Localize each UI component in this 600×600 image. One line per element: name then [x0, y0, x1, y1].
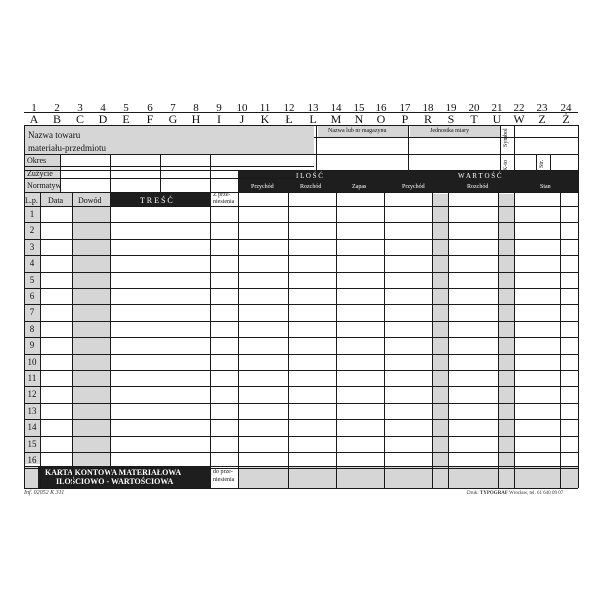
- grid-line: [110, 192, 111, 488]
- grid-line: [24, 239, 578, 240]
- grid-line: [24, 178, 314, 179]
- grid-line: [24, 436, 578, 437]
- printer-brand: TYPOGRAF: [479, 491, 508, 496]
- row-number: 7: [29, 307, 35, 318]
- grid-line: [550, 154, 551, 170]
- column-number: 5: [123, 102, 129, 114]
- column-letter: T: [470, 112, 478, 126]
- grid-line: [498, 192, 499, 488]
- column-number: 21: [491, 102, 503, 114]
- grid-line: [72, 192, 73, 488]
- value-shade-1: [432, 194, 448, 466]
- grid-line: [210, 192, 211, 488]
- quantity-header: I L O Ś Ć: [296, 172, 323, 180]
- grid-line: [24, 288, 578, 289]
- column-number: 4: [100, 102, 106, 114]
- column-number: 8: [193, 102, 199, 114]
- account-label: K-to: [503, 160, 509, 171]
- column-letter: G: [168, 112, 178, 126]
- column-number: 24: [560, 102, 572, 114]
- grid-line: [24, 206, 578, 207]
- document-header: Dowód: [78, 196, 102, 205]
- column-number: 15: [353, 102, 365, 114]
- column-letter: L: [309, 112, 317, 126]
- grid-line: [24, 419, 578, 420]
- column-letter: R: [423, 112, 432, 126]
- grid-line: [24, 370, 578, 371]
- grid-line: [24, 222, 578, 223]
- quantity-value-bar: [238, 170, 578, 181]
- grid-line: [500, 125, 501, 170]
- column-number: 17: [399, 102, 411, 114]
- balance-header: Stan: [540, 184, 551, 190]
- column-number: 12: [283, 102, 295, 114]
- column-letter: Z: [538, 112, 546, 126]
- column-number: 10: [236, 102, 248, 114]
- row-number: 10: [27, 356, 37, 367]
- grid-line: [60, 154, 61, 192]
- unit-label: Jednostka miary: [430, 128, 470, 134]
- printer-info: Druk: TYPOGRAF Wrocław, tel. 61 640 09 07: [467, 491, 564, 496]
- row-number: 11: [27, 373, 37, 383]
- value-income-header: Przychód: [402, 184, 425, 190]
- column-number: 18: [422, 102, 434, 114]
- grid-line: [578, 125, 579, 488]
- grid-line: [316, 125, 317, 170]
- grid-line: [24, 255, 578, 256]
- grid-line: [24, 170, 578, 171]
- grid-line: [110, 154, 111, 192]
- grid-line: [210, 154, 211, 192]
- column-letter: H: [191, 112, 201, 126]
- row-number: 4: [29, 258, 35, 269]
- quantity-income-header: Przychód: [251, 184, 274, 190]
- stock-header: Zapas: [352, 184, 367, 190]
- column-number: 2: [54, 102, 60, 114]
- column-number: 19: [445, 102, 457, 114]
- grid-line: [24, 403, 578, 404]
- column-number: 3: [77, 102, 83, 114]
- grid-line: [24, 337, 578, 338]
- grid-line: [238, 192, 239, 488]
- column-number: 22: [513, 102, 525, 114]
- grid-line: [24, 354, 578, 355]
- grid-line: [536, 154, 537, 170]
- row-number: 12: [27, 389, 37, 400]
- column-letter: Ł: [285, 112, 293, 126]
- column-letter: E: [122, 112, 130, 126]
- grid-line: [432, 192, 433, 488]
- grid-line: [24, 125, 25, 488]
- to-carry-over-2: niesienia: [213, 477, 235, 483]
- grid-line: [560, 192, 561, 488]
- row-number: 3: [29, 241, 35, 252]
- carried-over-header-1: Z prze-: [213, 192, 231, 198]
- value-header: W A R T O Ś Ć: [458, 172, 502, 180]
- column-letter: K: [260, 112, 270, 126]
- product-name-label: Nazwa towaru: [28, 130, 81, 140]
- column-number: 14: [330, 102, 342, 114]
- column-letter: U: [492, 112, 502, 126]
- row-number: 9: [29, 340, 35, 351]
- grid-line: [24, 488, 578, 489]
- card-title-line-2: ILOŚCIOWO - WARTOŚCIOWA: [56, 477, 174, 486]
- material-label: materiału-przedmiotu: [28, 143, 106, 153]
- lp-header: L.p.: [25, 196, 38, 205]
- column-number: 23: [536, 102, 548, 114]
- usage-label: Zużycie: [27, 169, 53, 178]
- row-number: 14: [27, 422, 37, 433]
- column-letter: N: [354, 112, 364, 126]
- grid-line: [24, 166, 314, 167]
- document-shade: [72, 192, 110, 466]
- column-letter: C: [75, 112, 84, 126]
- column-number: 13: [307, 102, 319, 114]
- grid-line: [448, 192, 449, 488]
- grid-line: [238, 192, 578, 193]
- grid-line: [40, 192, 41, 488]
- quantity-outcome-header: Rozchód: [300, 184, 322, 190]
- column-letter: F: [146, 112, 154, 126]
- column-letter: I: [217, 112, 221, 126]
- column-number: 6: [147, 102, 153, 114]
- grid-line: [384, 192, 385, 488]
- column-letter: M: [330, 112, 342, 126]
- column-letter: A: [29, 112, 39, 126]
- column-letter: J: [239, 112, 245, 126]
- page-label: Str.: [539, 159, 545, 168]
- column-number: 7: [170, 102, 176, 114]
- row-number: 16: [27, 455, 37, 465]
- row-number: 5: [29, 274, 35, 285]
- grid-line: [24, 304, 578, 305]
- symbol-label: Symbol: [503, 128, 509, 147]
- grid-line: [24, 192, 238, 193]
- grid-line: [408, 125, 409, 170]
- carried-over-header-2: niesienia: [213, 199, 235, 205]
- column-number: 9: [216, 102, 222, 114]
- grid-line: [24, 154, 578, 155]
- grid-line: [24, 466, 578, 467]
- grid-line: [288, 192, 289, 488]
- to-carry-over-1: do prze-: [213, 469, 233, 475]
- row-number: 1: [29, 209, 35, 219]
- period-label: Okres: [27, 156, 47, 165]
- row-number: 15: [27, 438, 37, 449]
- form-code: Inf. 02052 K 311: [24, 490, 65, 496]
- row-number: 8: [29, 323, 35, 334]
- row-number: 2: [29, 225, 35, 236]
- value-outcome-header: Rozchód: [467, 184, 489, 190]
- grid-line: [24, 452, 578, 453]
- column-number: 16: [375, 102, 387, 114]
- column-letter: Ż: [562, 112, 570, 126]
- grid-line: [24, 386, 578, 387]
- column-number: 20: [468, 102, 480, 114]
- column-number: 11: [259, 102, 271, 114]
- column-letter: P: [401, 112, 409, 126]
- grid-line: [514, 192, 515, 488]
- grid-line: [336, 192, 337, 488]
- footer-shade-right: [238, 466, 578, 488]
- warehouse-label: Nazwa lub nr magazynu: [328, 128, 387, 134]
- column-letter: D: [98, 112, 108, 126]
- grid-line: [24, 112, 578, 113]
- grid-line: [514, 125, 515, 170]
- grid-line: [24, 125, 578, 126]
- content-header: T R E Ś Ć: [140, 196, 173, 205]
- grid-line: [160, 154, 161, 192]
- card-title-line-1: KARTA KONTOWA MATERIAŁOWA: [45, 468, 182, 477]
- column-letter: S: [447, 112, 455, 126]
- column-letter: O: [376, 112, 386, 126]
- column-letter: W: [513, 112, 525, 126]
- grid-line: [314, 137, 578, 138]
- grid-line: [24, 468, 578, 469]
- norm-label: Normatyw: [27, 181, 62, 190]
- row-number: 13: [27, 405, 37, 416]
- date-header: Data: [48, 196, 64, 205]
- grid-line: [24, 272, 578, 273]
- column-letter: B: [52, 112, 61, 126]
- row-number: 6: [29, 291, 35, 301]
- grid-line: [24, 321, 578, 322]
- column-number: 1: [31, 102, 37, 114]
- value-shade-2: [498, 194, 514, 466]
